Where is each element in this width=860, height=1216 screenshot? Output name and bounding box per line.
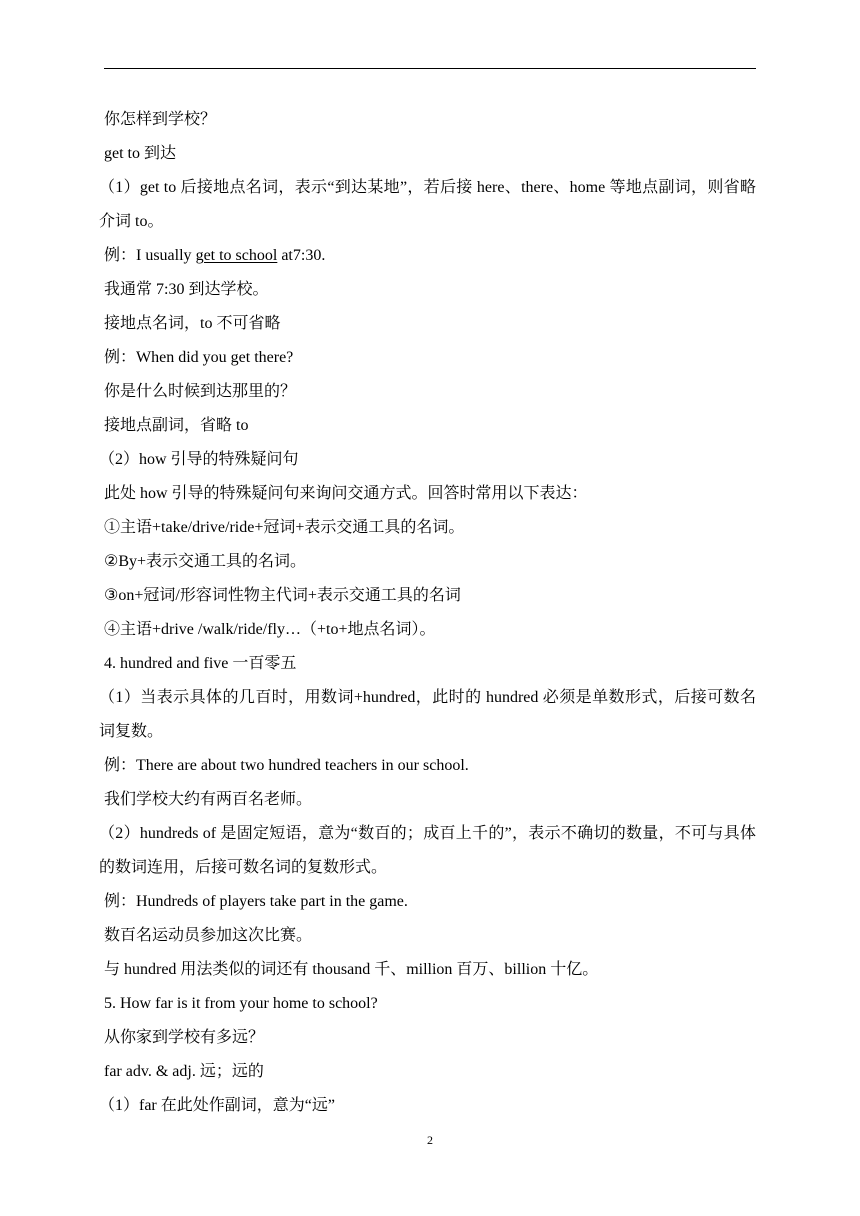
text-line: 此处 how 引导的特殊疑问句来询问交通方式。回答时常用以下表达：: [104, 485, 588, 502]
text-line: 你怎样到学校？: [104, 111, 217, 128]
example-prefix: 例：I usually: [104, 247, 196, 264]
text-line: get to 到达: [104, 145, 176, 162]
list-item: ④主语+drive /walk/ride/fly…（+to+地点名词）。: [104, 621, 436, 638]
page-number: 2: [427, 1133, 433, 1147]
example-line: [104, 239, 756, 273]
text-line: 例：When did you get there?: [104, 349, 294, 366]
list-item: ③on+冠词/形容词性物主代词+表示交通工具的名词: [104, 587, 461, 604]
section-heading: 4. hundred and five 一百零五: [104, 655, 297, 672]
text-line: 接地点名词，to 不可省略: [104, 315, 281, 332]
paragraph: （1）get to 后接地点名词，表示“到达某地”，若后接 here、there、home 等地点副词，则省略介词 to。: [99, 179, 756, 230]
text-line: far adv. & adj. 远；远的: [104, 1063, 264, 1080]
text-line: 你是什么时候到达那里的？: [104, 383, 297, 400]
text-line: 与 hundred 用法类似的词还有 thousand 千、million 百万、billion 十亿。: [104, 961, 599, 978]
text-line: 我们学校大约有两百名老师。: [104, 791, 313, 808]
underlined-phrase: get to school: [195, 247, 278, 264]
document-body: [99, 103, 756, 1123]
text-line: 例：Hundreds of players take part in the game.: [104, 893, 408, 910]
text-line: 例：There are about two hundred teachers in our school.: [104, 757, 469, 774]
paragraph: （1）当表示具体的几百时，用数词+hundred，此时的 hundred 必须是单数形式，后接可数名词复数。: [99, 689, 756, 740]
header-rule: [104, 68, 756, 69]
section-heading: 5. How far is it from your home to school?: [104, 995, 378, 1012]
list-item: ②By+表示交通工具的名词。: [104, 553, 307, 570]
list-item: ①主语+take/drive/ride+冠词+表示交通工具的名词。: [104, 519, 465, 536]
text-line: 数百名运动员参加这次比赛。: [104, 927, 313, 944]
text-line: 我通常 7:30 到达学校。: [104, 281, 269, 298]
text-line: 从你家到学校有多远？: [104, 1029, 265, 1046]
text-line: （1）far 在此处作副词，意为“远”: [99, 1097, 335, 1114]
paragraph: （2）hundreds of 是固定短语，意为“数百的；成百上千的”，表示不确切的数量，不可与具体的数词连用，后接可数名词的复数形式。: [99, 825, 756, 876]
text-line: 接地点副词，省略 to: [104, 417, 249, 434]
text-line: （2）how 引导的特殊疑问句: [99, 451, 299, 468]
example-suffix: at7:30.: [277, 247, 326, 264]
